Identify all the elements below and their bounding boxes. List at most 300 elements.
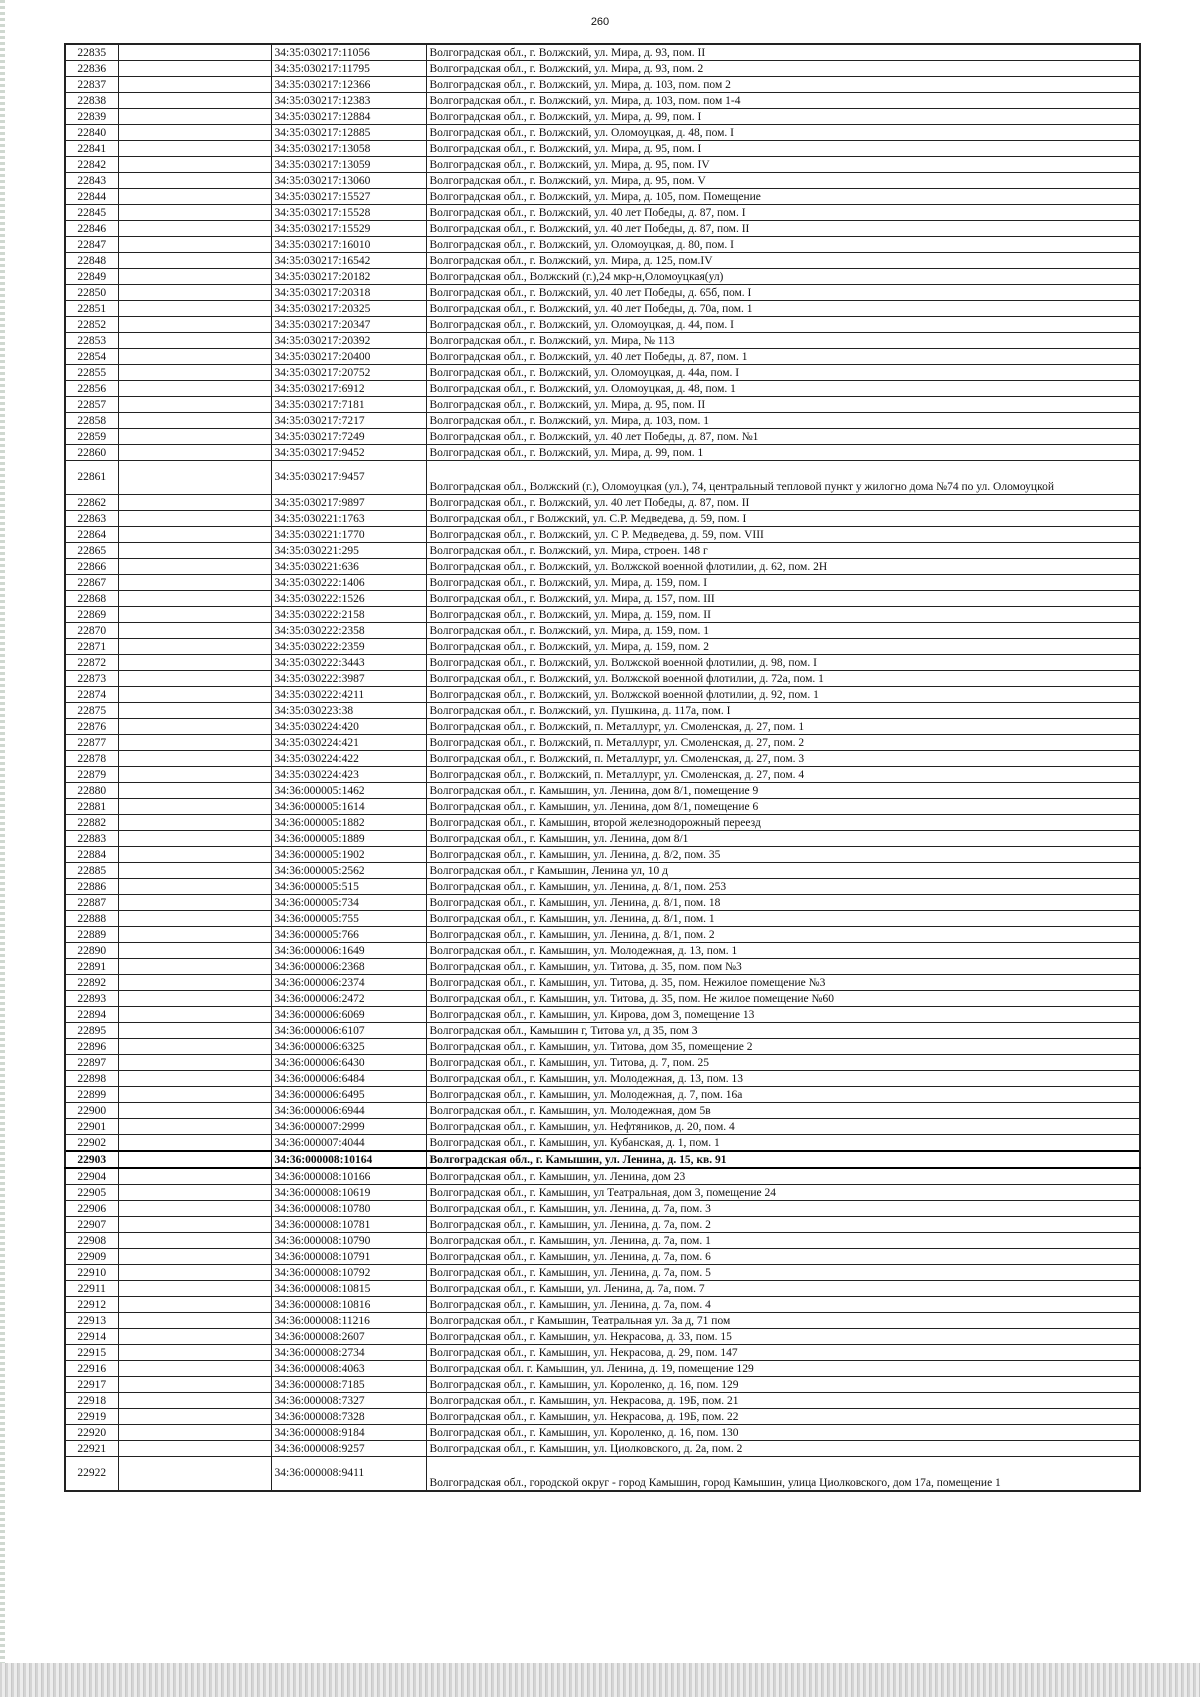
blank-cell (118, 1361, 271, 1377)
row-number: 22841 (65, 141, 118, 157)
cadastral-number: 34:36:000006:1649 (271, 943, 426, 959)
cadastral-number: 34:36:000007:4044 (271, 1135, 426, 1152)
row-number: 22844 (65, 189, 118, 205)
table-row (65, 863, 1140, 879)
cadastral-number: 34:35:030217:12383 (271, 93, 426, 109)
row-number: 22894 (65, 1007, 118, 1023)
table-row (65, 317, 1140, 333)
address: Волгоградская обл., г. Камышин, ул. Титова, д. 35, пом. пом №3 (426, 959, 1140, 975)
cadastral-number: 34:36:000008:9411 (271, 1457, 426, 1492)
address: Волгоградская обл., г. Волжский, ул. Волжской военной флотилии, д. 72а, пом. 1 (426, 671, 1140, 687)
row-number: 22856 (65, 381, 118, 397)
blank-cell (118, 1151, 271, 1168)
blank-cell (118, 157, 271, 173)
table-row (65, 1201, 1140, 1217)
table-row (65, 943, 1140, 959)
cadastral-number: 34:35:030217:7249 (271, 429, 426, 445)
blank-cell (118, 975, 271, 991)
table-row (65, 189, 1140, 205)
blank-cell (118, 959, 271, 975)
address: Волгоградская обл., г. Камышин, ул. Ленина, д. 8/1, пом. 2 (426, 927, 1140, 943)
cadastral-number: 34:35:030217:12366 (271, 77, 426, 93)
table-row (65, 1377, 1140, 1393)
row-number: 22908 (65, 1233, 118, 1249)
address: Волгоградская обл., г. Волжский, ул. Мира, д. 95, пом. V (426, 173, 1140, 189)
row-number: 22842 (65, 157, 118, 173)
address: Волгоградская обл., г. Волжский, ул. Мира, д. 93, пом. 2 (426, 61, 1140, 77)
address: Волгоградская обл., г. Камышин, ул. Титова, д. 35, пом. Не жилое помещение №60 (426, 991, 1140, 1007)
table-row (65, 607, 1140, 623)
cadastral-number: 34:35:030217:9457 (271, 461, 426, 495)
cadastral-number: 34:35:030223:38 (271, 703, 426, 719)
blank-cell (118, 205, 271, 221)
cadastral-number: 34:35:030222:2158 (271, 607, 426, 623)
address: Волгоградская обл., г. Волжский, п. Металлург, ул. Смоленская, д. 27, пом. 3 (426, 751, 1140, 767)
table-row (65, 157, 1140, 173)
table-row (65, 879, 1140, 895)
cadastral-number: 34:35:030217:9452 (271, 445, 426, 461)
address: Волгоградская обл., г. Камышин, ул. Титова, д. 35, пом. Нежилое помещение №3 (426, 975, 1140, 991)
blank-cell (118, 671, 271, 687)
address: Волгоградская обл., г. Волжский, ул. Мира, д. 95, пом. II (426, 397, 1140, 413)
address: Волгоградская обл., г. Волжский, ул. Мира, д. 159, пом. 1 (426, 623, 1140, 639)
address: Волгоградская обл., г. Волжский, ул. 40 лет Победы, д. 87, пом. I (426, 205, 1140, 221)
table-row (65, 269, 1140, 285)
address: Волгоградская обл., г. Камышин, ул. Некрасова, д. 19Б, пом. 21 (426, 1393, 1140, 1409)
table-row (65, 1233, 1140, 1249)
table-row (65, 543, 1140, 559)
blank-cell (118, 1135, 271, 1152)
row-number: 22858 (65, 413, 118, 429)
cadastral-number: 34:35:030221:1763 (271, 511, 426, 527)
cadastral-number: 34:36:000005:2562 (271, 863, 426, 879)
row-number: 22893 (65, 991, 118, 1007)
row-number: 22847 (65, 237, 118, 253)
cadastral-number: 34:35:030224:422 (271, 751, 426, 767)
blank-cell (118, 1087, 271, 1103)
scan-edge-bottom (0, 1663, 1200, 1697)
address: Волгоградская обл., г. Камышин, ул. Ленина, д. 7а, пом. 3 (426, 1201, 1140, 1217)
cadastral-number: 34:35:030217:15529 (271, 221, 426, 237)
table-row (65, 751, 1140, 767)
cadastral-number: 34:36:000008:10780 (271, 1201, 426, 1217)
address: Волгоградская обл., г. Камышин, ул. Титова, дом 35, помещение 2 (426, 1039, 1140, 1055)
address: Волгоградская обл., Волжский (г.),24 мкр-н,Оломоуцкая(ул) (426, 269, 1140, 285)
cadastral-number: 34:36:000005:1889 (271, 831, 426, 847)
table-row (65, 703, 1140, 719)
cadastral-number: 34:36:000008:10815 (271, 1281, 426, 1297)
row-number: 22861 (65, 461, 118, 495)
cadastral-number: 34:36:000006:6107 (271, 1023, 426, 1039)
row-number: 22899 (65, 1087, 118, 1103)
registry-table (64, 43, 1141, 1492)
row-number: 22867 (65, 575, 118, 591)
blank-cell (118, 317, 271, 333)
blank-cell (118, 639, 271, 655)
registry-body (65, 44, 1140, 1491)
row-number: 22910 (65, 1265, 118, 1281)
cadastral-number: 34:36:000005:1882 (271, 815, 426, 831)
cadastral-number: 34:36:000007:2999 (271, 1119, 426, 1135)
table-row (65, 927, 1140, 943)
address: Волгоградская обл., г. Волжский, ул. Мира, д. 103, пом. пом 2 (426, 77, 1140, 93)
address: Волгоградская обл., г. Камышин, ул. Некрасова, д. 33, пом. 15 (426, 1329, 1140, 1345)
blank-cell (118, 527, 271, 543)
cadastral-number: 34:36:000006:6325 (271, 1039, 426, 1055)
blank-cell (118, 783, 271, 799)
cadastral-number: 34:35:030217:13058 (271, 141, 426, 157)
cadastral-number: 34:35:030217:20752 (271, 365, 426, 381)
blank-cell (118, 591, 271, 607)
cadastral-number: 34:36:000008:9257 (271, 1441, 426, 1457)
address: Волгоградская обл., г. Волжский, п. Металлург, ул. Смоленская, д. 27, пом. 4 (426, 767, 1140, 783)
address: Волгоградская обл., г. Волжский, ул. Мира, д. 95, пом. IV (426, 157, 1140, 173)
address: Волгоградская обл., г. Волжский, ул. Мира, д. 99, пом. I (426, 109, 1140, 125)
blank-cell (118, 221, 271, 237)
table-row (65, 1023, 1140, 1039)
table-row (65, 1393, 1140, 1409)
cadastral-number: 34:36:000008:10816 (271, 1297, 426, 1313)
row-number: 22837 (65, 77, 118, 93)
table-row (65, 495, 1140, 511)
cadastral-number: 34:35:030222:2359 (271, 639, 426, 655)
row-number: 22857 (65, 397, 118, 413)
address: Волгоградская обл., г. Волжский, ул. Мира, д. 159, пом. I (426, 575, 1140, 591)
page-number: 260 (590, 16, 610, 28)
table-row (65, 1039, 1140, 1055)
table-row (65, 141, 1140, 157)
row-number: 22884 (65, 847, 118, 863)
table-row (65, 221, 1140, 237)
row-number: 22863 (65, 511, 118, 527)
cadastral-number: 34:35:030222:1406 (271, 575, 426, 591)
cadastral-number: 34:36:000005:734 (271, 895, 426, 911)
address: Волгоградская обл., г. Волжский, ул. Мира, д. 125, пом.IV (426, 253, 1140, 269)
table-row (65, 173, 1140, 189)
row-number: 22865 (65, 543, 118, 559)
row-number: 22883 (65, 831, 118, 847)
address: Волгоградская обл., г. Волжский, ул. Мира, строен. 148 г (426, 543, 1140, 559)
blank-cell (118, 1393, 271, 1409)
cadastral-number: 34:36:000006:2472 (271, 991, 426, 1007)
blank-cell (118, 1377, 271, 1393)
cadastral-number: 34:36:000008:10619 (271, 1185, 426, 1201)
address: Волгоградская обл., г. Волжский, ул. Волжской военной флотилии, д. 92, пом. 1 (426, 687, 1140, 703)
blank-cell (118, 429, 271, 445)
cadastral-number: 34:35:030222:3987 (271, 671, 426, 687)
row-number: 22918 (65, 1393, 118, 1409)
blank-cell (118, 237, 271, 253)
row-number: 22895 (65, 1023, 118, 1039)
address: Волгоградская обл., г. Камышин, ул. Циолковского, д. 2а, пом. 2 (426, 1441, 1140, 1457)
row-number: 22836 (65, 61, 118, 77)
blank-cell (118, 109, 271, 125)
blank-cell (118, 703, 271, 719)
cadastral-number: 34:36:000008:9184 (271, 1425, 426, 1441)
blank-cell (118, 461, 271, 495)
table-row (65, 1217, 1140, 1233)
blank-cell (118, 1217, 271, 1233)
address: Волгоградская обл., г. Камышин, ул. Ленина, д. 7а, пом. 4 (426, 1297, 1140, 1313)
cadastral-number: 34:36:000008:7328 (271, 1409, 426, 1425)
cadastral-number: 34:36:000006:2368 (271, 959, 426, 975)
address: Волгоградская обл., г. Волжский, ул. Пушкина, д. 117а, пом. I (426, 703, 1140, 719)
row-number: 22850 (65, 285, 118, 301)
table-row (65, 125, 1140, 141)
row-number: 22914 (65, 1329, 118, 1345)
blank-cell (118, 863, 271, 879)
table-row (65, 429, 1140, 445)
address: Волгоградская обл., г. Волжский, ул. Мира, д. 157, пом. III (426, 591, 1140, 607)
address: Волгоградская обл., г. Волжский, ул. Оломоуцкая, д. 44а, пом. I (426, 365, 1140, 381)
blank-cell (118, 301, 271, 317)
row-number: 22881 (65, 799, 118, 815)
blank-cell (118, 927, 271, 943)
row-number: 22872 (65, 655, 118, 671)
blank-cell (118, 189, 271, 205)
table-row (65, 61, 1140, 77)
row-number: 22900 (65, 1103, 118, 1119)
table-row (65, 1313, 1140, 1329)
cadastral-number: 34:36:000008:4063 (271, 1361, 426, 1377)
blank-cell (118, 1409, 271, 1425)
blank-cell (118, 173, 271, 189)
address: Волгоградская обл., г. Волжский, ул. Оломоуцкая, д. 48, пом. I (426, 125, 1140, 141)
address: Волгоградская обл., г. Волжский, ул. Волжской военной флотилии, д. 98, пом. I (426, 655, 1140, 671)
row-number: 22869 (65, 607, 118, 623)
cadastral-number: 34:35:030217:16542 (271, 253, 426, 269)
blank-cell (118, 1265, 271, 1281)
blank-cell (118, 895, 271, 911)
blank-cell (118, 61, 271, 77)
table-row (65, 1409, 1140, 1425)
table-row (65, 991, 1140, 1007)
address: Волгоградская обл., г. Камышин, ул. Ленина, дом 8/1 (426, 831, 1140, 847)
table-row (65, 1103, 1140, 1119)
cadastral-number: 34:35:030224:420 (271, 719, 426, 735)
table-row (65, 333, 1140, 349)
cadastral-number: 34:35:030221:1770 (271, 527, 426, 543)
address: Волгоградская обл., городской округ - город Камышин, город Камышин, улица Циолковского, дом 17а, помещение 1 (426, 1457, 1140, 1492)
blank-cell (118, 1345, 271, 1361)
cadastral-number: 34:36:000005:1614 (271, 799, 426, 815)
cadastral-number: 34:36:000008:7327 (271, 1393, 426, 1409)
table-row (65, 1007, 1140, 1023)
blank-cell (118, 445, 271, 461)
cadastral-number: 34:35:030217:13059 (271, 157, 426, 173)
table-row (65, 1151, 1140, 1168)
blank-cell (118, 831, 271, 847)
address: Волгоградская обл., г. Волжский, ул. 40 лет Победы, д. 87, пом. II (426, 221, 1140, 237)
blank-cell (118, 1168, 271, 1185)
blank-cell (118, 735, 271, 751)
address: Волгоградская обл., г Камышин, Ленина ул, 10 д (426, 863, 1140, 879)
row-number: 22921 (65, 1441, 118, 1457)
table-row (65, 559, 1140, 575)
row-number: 22849 (65, 269, 118, 285)
address: Волгоградская обл., г. Камышин, ул. Кирова, дом 3, помещение 13 (426, 1007, 1140, 1023)
cadastral-number: 34:35:030217:11795 (271, 61, 426, 77)
table-row (65, 205, 1140, 221)
cadastral-number: 34:35:030217:16010 (271, 237, 426, 253)
blank-cell (118, 767, 271, 783)
row-number: 22889 (65, 927, 118, 943)
row-number: 22903 (65, 1151, 118, 1168)
address: Волгоградская обл., г. Волжский, ул. Оломоуцкая, д. 80, пом. I (426, 237, 1140, 253)
blank-cell (118, 1103, 271, 1119)
row-number: 22922 (65, 1457, 118, 1492)
table-row (65, 1168, 1140, 1185)
address: Волгоградская обл., г. Камышин, ул. Ленина, д. 8/2, пом. 35 (426, 847, 1140, 863)
table-row (65, 445, 1140, 461)
row-number: 22885 (65, 863, 118, 879)
cadastral-number: 34:35:030217:20325 (271, 301, 426, 317)
table-row (65, 975, 1140, 991)
blank-cell (118, 1425, 271, 1441)
blank-cell (118, 1185, 271, 1201)
blank-cell (118, 77, 271, 93)
address: Волгоградская обл., г. Волжский, п. Металлург, ул. Смоленская, д. 27, пом. 1 (426, 719, 1140, 735)
blank-cell (118, 349, 271, 365)
blank-cell (118, 687, 271, 703)
blank-cell (118, 799, 271, 815)
cadastral-number: 34:36:000008:2607 (271, 1329, 426, 1345)
row-number: 22902 (65, 1135, 118, 1152)
blank-cell (118, 1249, 271, 1265)
blank-cell (118, 1457, 271, 1492)
cadastral-number: 34:36:000005:755 (271, 911, 426, 927)
blank-cell (118, 623, 271, 639)
address: Волгоградская обл., г. Камышин, второй железнодорожный переезд (426, 815, 1140, 831)
blank-cell (118, 1055, 271, 1071)
table-row (65, 719, 1140, 735)
address: Волгоградская обл., г. Камышин, ул. Ленина, д. 7а, пом. 1 (426, 1233, 1140, 1249)
table-row (65, 1135, 1140, 1152)
row-number: 22870 (65, 623, 118, 639)
blank-cell (118, 879, 271, 895)
row-number: 22846 (65, 221, 118, 237)
blank-cell (118, 991, 271, 1007)
cadastral-number: 34:35:030217:20400 (271, 349, 426, 365)
row-number: 22907 (65, 1217, 118, 1233)
address: Волгоградская обл., г. Волжский, ул. Мира, д. 159, пом. 2 (426, 639, 1140, 655)
address: Волгоградская обл., г Волжский, ул. С.Р. Медведева, д. 59, пом. I (426, 511, 1140, 527)
row-number: 22897 (65, 1055, 118, 1071)
table-row (65, 511, 1140, 527)
address: Волгоградская обл., г. Волжский, ул. 40 лет Победы, д. 65б, пом. I (426, 285, 1140, 301)
row-number: 22913 (65, 1313, 118, 1329)
address: Волгоградская обл., г. Камышин, ул. Короленко, д. 16, пом. 129 (426, 1377, 1140, 1393)
address: Волгоградская обл., г. Камышин, ул. Молодежная, дом 5в (426, 1103, 1140, 1119)
blank-cell (118, 495, 271, 511)
table-row (65, 1055, 1140, 1071)
row-number: 22862 (65, 495, 118, 511)
cadastral-number: 34:35:030217:12885 (271, 125, 426, 141)
row-number: 22876 (65, 719, 118, 735)
row-number: 22905 (65, 1185, 118, 1201)
table-row (65, 1297, 1140, 1313)
blank-cell (118, 655, 271, 671)
table-row (65, 575, 1140, 591)
blank-cell (118, 1071, 271, 1087)
address: Волгоградская обл., г. Камышин, ул. Нефтяников, д. 20, пом. 4 (426, 1119, 1140, 1135)
address: Волгоградская обл., г. Волжский, ул. Мира, д. 103, пом. пом 1-4 (426, 93, 1140, 109)
address: Волгоградская обл., г. Камышин, ул. Ленина, д. 7а, пом. 2 (426, 1217, 1140, 1233)
table-row (65, 623, 1140, 639)
table-row (65, 655, 1140, 671)
row-number: 22868 (65, 591, 118, 607)
table-row (65, 413, 1140, 429)
blank-cell (118, 253, 271, 269)
table-row (65, 1281, 1140, 1297)
cadastral-number: 34:36:000008:10792 (271, 1265, 426, 1281)
row-number: 22845 (65, 205, 118, 221)
blank-cell (118, 511, 271, 527)
address: Волгоградская обл., г. Камышин, ул. Некрасова, д. 19Б, пом. 22 (426, 1409, 1140, 1425)
table-row (65, 1119, 1140, 1135)
address: Волгоградская обл., г. Камышин, ул. Молодежная, д. 7, пом. 16а (426, 1087, 1140, 1103)
row-number: 22880 (65, 783, 118, 799)
address: Волгоградская обл., Камышин г, Титова ул, д 35, пом 3 (426, 1023, 1140, 1039)
row-number: 22853 (65, 333, 118, 349)
address: Волгоградская обл., г. Волжский, п. Металлург, ул. Смоленская, д. 27, пом. 2 (426, 735, 1140, 751)
table-row (65, 365, 1140, 381)
row-number: 22890 (65, 943, 118, 959)
address: Волгоградская обл., г. Камышин, ул. Ленина, д. 8/1, пом. 18 (426, 895, 1140, 911)
address: Волгоградская обл., г. Камышин, ул. Ленина, д. 8/1, пом. 1 (426, 911, 1140, 927)
cadastral-number: 34:35:030221:295 (271, 543, 426, 559)
table-row (65, 783, 1140, 799)
cadastral-number: 34:36:000005:515 (271, 879, 426, 895)
blank-cell (118, 719, 271, 735)
row-number: 22912 (65, 1297, 118, 1313)
table-row (65, 1185, 1140, 1201)
row-number: 22878 (65, 751, 118, 767)
row-number: 22887 (65, 895, 118, 911)
table-row (65, 1361, 1140, 1377)
row-number: 22864 (65, 527, 118, 543)
row-number: 22835 (65, 44, 118, 61)
row-number: 22851 (65, 301, 118, 317)
table-row (65, 1457, 1140, 1492)
cadastral-number: 34:36:000005:1902 (271, 847, 426, 863)
address: Волгоградская обл., г. Камышин, ул. Некрасова, д. 29, пом. 147 (426, 1345, 1140, 1361)
row-number: 22854 (65, 349, 118, 365)
blank-cell (118, 911, 271, 927)
address: Волгоградская обл., г. Волжский, ул. 40 лет Победы, д. 70а, пом. 1 (426, 301, 1140, 317)
row-number: 22874 (65, 687, 118, 703)
blank-cell (118, 575, 271, 591)
row-number: 22917 (65, 1377, 118, 1393)
blank-cell (118, 559, 271, 575)
address: Волгоградская обл., г. Камышин, ул. Ленина, д. 15, кв. 91 (426, 1151, 1140, 1168)
address: Волгоградская обл., г. Камышин, ул. Ленина, д. 7а, пом. 6 (426, 1249, 1140, 1265)
blank-cell (118, 1233, 271, 1249)
scan-edge-left (0, 0, 5, 1697)
blank-cell (118, 847, 271, 863)
row-number: 22873 (65, 671, 118, 687)
row-number: 22888 (65, 911, 118, 927)
table-row (65, 895, 1140, 911)
table-row (65, 1071, 1140, 1087)
cadastral-number: 34:36:000008:10791 (271, 1249, 426, 1265)
table-row (65, 237, 1140, 253)
address: Волгоградская обл., г. Волжский, ул. Мира, д. 105, пом. Помещение (426, 189, 1140, 205)
table-row (65, 959, 1140, 975)
row-number: 22840 (65, 125, 118, 141)
row-number: 22915 (65, 1345, 118, 1361)
cadastral-number: 34:36:000008:11216 (271, 1313, 426, 1329)
